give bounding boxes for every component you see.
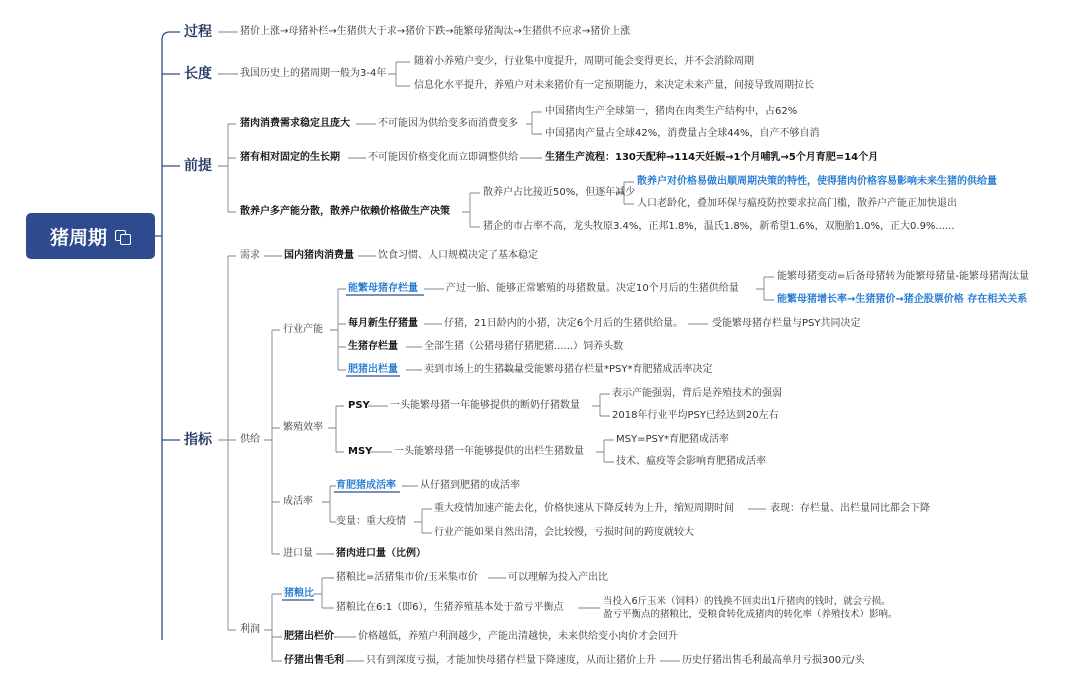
qianti-c-s1a: 散养户对价格易做出顺周期决策的特性，使得猪肉价格容易影响未来生猪的供给量 [637, 176, 997, 187]
root-node[interactable] [26, 213, 155, 259]
chenghuo-b-s2: 行业产能如果自然出清，会比较慢，亏损时间的跨度就较大 [434, 527, 694, 538]
psy-title: PSY [348, 400, 370, 411]
qianti-c-s1b: 人口老龄化，叠加环保与瘟疫防控要求拉高门槛，散养户产能正加快退出 [637, 198, 957, 209]
liangbi-s1a: 可以理解为投入产出比 [508, 572, 608, 583]
jinkou-title: 猪肉进口量（比例） [336, 548, 426, 559]
qianti-a-desc: 不可能因为供给变多而消费变多 [378, 118, 518, 129]
level1-connectors [155, 32, 180, 640]
qianti-c-s1: 散养户占比接近50%，但逐年减少 [483, 187, 636, 198]
changdu-sub2: 信息化水平提升，养殖户对未来猪价有一定预期能力，来决定未来产量，间接导致周期拉长 [414, 80, 814, 91]
qianti-c-s2: 猪企的市占率不高，龙头牧原3.4%，正邦1.8%，温氏1.8%，新希望1.6%，双胞胎1.0%，正大0.9%...... [483, 221, 955, 232]
msy-s1: MSY=PSY*育肥猪成活率 [616, 434, 729, 445]
feizhu-title: 肥猪出栏价 [284, 631, 334, 642]
liangbi-s2b: 盈亏平衡点的猪粮比，受粮食转化成猪肉的转化率（养殖技术）影响。 [603, 609, 898, 620]
hangye-b-desc2: 受能繁母猪存栏量与PSY共同决定 [712, 318, 861, 329]
psy-s1: 表示产能强弱，背后是养殖技术的强弱 [612, 388, 782, 399]
hangye-a-desc: 产过一胎、能够正常繁殖的母猪数量。决定10个月后的生猪供给量 [446, 283, 739, 294]
chenghuo-b-s1: 重大疫情加速产能去化，价格快速从下降反转为上升，缩短周期时间 [434, 503, 734, 514]
branch-zhibiao[interactable]: 指标 [184, 432, 212, 448]
hangye-d-desc: 卖到市场上的生猪数量 [424, 364, 524, 375]
zizhu-desc2: 历史仔猪出售毛利最高单月亏损300元/头 [682, 655, 865, 666]
zizhu-desc: 只有到深度亏损，才能加快母猪存栏量下降速度，从而让猪价上升 [366, 655, 656, 666]
root-title: 猪周期 [49, 226, 107, 249]
hangye-d-title: 肥猪出栏量 [348, 364, 398, 375]
msy-s2: 技术、瘟疫等会影响育肥猪成活率 [616, 456, 766, 467]
changdu-text: 我国历史上的猪周期一般为3-4年 [240, 68, 387, 79]
liangbi-s2a: 当投入6斤玉米（饲料）的钱换不回卖出1斤猪肉的钱时，就会亏损。 [603, 596, 891, 607]
branch-qianti[interactable]: 前提 [184, 158, 212, 174]
hangye-c-desc: 全部生猪（公猪母猪仔猪肥猪......）饲养头数 [424, 341, 624, 352]
chenghuo-label: 成活率 [283, 496, 313, 507]
feizhu-desc: 价格越低，养殖户利润越少，产能出清越快，未来供给变小肉价才会回升 [358, 631, 678, 642]
chenghuo-b-title: 变量：重大疫情 [336, 516, 406, 527]
qianti-c-title: 散养户多产能分散，散养户依赖价格做生产决策 [240, 206, 450, 217]
hangye-a-s2: 能繁母猪增长率→生猪猪价→猪企股票价格 存在相关关系 [777, 294, 1028, 305]
guocheng-text: 猪价上涨→母猪补栏→生猪供大于求→猪价下跌→能繁母猪淘汰→生猪供不应求→猪价上涨 [240, 26, 631, 37]
branch-guocheng[interactable]: 过程 [184, 24, 212, 40]
liangbi-s2: 猪粮比在6:1（即6），生猪养殖基本处于盈亏平衡点 [336, 602, 564, 613]
qianti-b-title: 猪有相对固定的生长期 [240, 152, 340, 163]
zizhu-title: 仔猪出售毛利 [284, 655, 344, 666]
lirun-label: 利润 [240, 624, 260, 635]
psy-s2: 2018年行业平均PSY已经达到20左右 [612, 410, 779, 421]
hangye-a-title: 能繁母猪存栏量 [348, 283, 418, 294]
qianti-b-flow: 生猪生产流程：130天配种→114天妊娠→1个月哺乳→5个月育肥=14个月 [545, 152, 879, 163]
chenghuo-a-desc: 从仔猪到肥猪的成活率 [420, 480, 520, 491]
branch-changdu[interactable]: 长度 [184, 66, 212, 82]
psy-desc: 一头能繁母猪一年能够提供的断奶仔猪数量 [390, 400, 580, 411]
chenghuo-a-title: 育肥猪成活率 [336, 480, 396, 491]
hangye-d-desc2: 受能繁母猪存栏量*PSY*育肥猪成活率决定 [524, 364, 713, 375]
xuqiu-label: 需求 [240, 250, 260, 261]
xuqiu-desc: 饮食习惯、人口规模决定了基本稳定 [378, 250, 538, 261]
liangbi-s1: 猪粮比=活猪集市价/玉米集市价 [336, 572, 478, 583]
gongji-label: 供给 [240, 434, 260, 445]
chenghuo-b-s1a: 表现：存栏量、出栏量同比都会下降 [770, 503, 930, 514]
jinkou-label: 进口量 [283, 548, 313, 559]
changdu-sub1: 随着小养殖户变少，行业集中度提升，周期可能会变得更长，并不会消除周期 [414, 56, 754, 67]
hangye-label: 行业产能 [283, 324, 323, 335]
hangye-a-s1: 能繁母猪变动=后备母猪转为能繁母猪量-能繁母猪淘汰量 [777, 271, 1029, 282]
qianti-a-title: 猪肉消费需求稳定且庞大 [240, 118, 350, 129]
liangbi-title: 猪粮比 [284, 588, 314, 599]
qianti-b-desc: 不可能因价格变化而立即调整供给 [368, 152, 518, 163]
link-icon [115, 228, 131, 244]
msy-title: MSY [348, 446, 373, 457]
xuqiu-title: 国内猪肉消费量 [284, 250, 354, 261]
qianti-a-s1: 中国猪肉生产全球第一，猪肉在肉类生产结构中，占62% [545, 106, 798, 117]
hangye-c-title: 生猪存栏量 [348, 341, 398, 352]
hangye-b-title: 每月新生仔猪量 [348, 318, 418, 329]
fanzhi-label: 繁殖效率 [283, 422, 323, 433]
hangye-b-desc: 仔猪，21日龄内的小猪，决定6个月后的生猪供给量。 [444, 318, 684, 329]
qianti-a-s2: 中国猪肉产量占全球42%，消费量占全球44%，自产不够自消 [545, 128, 820, 139]
msy-desc: 一头能繁母猪一年能够提供的出栏生猪数量 [394, 446, 584, 457]
